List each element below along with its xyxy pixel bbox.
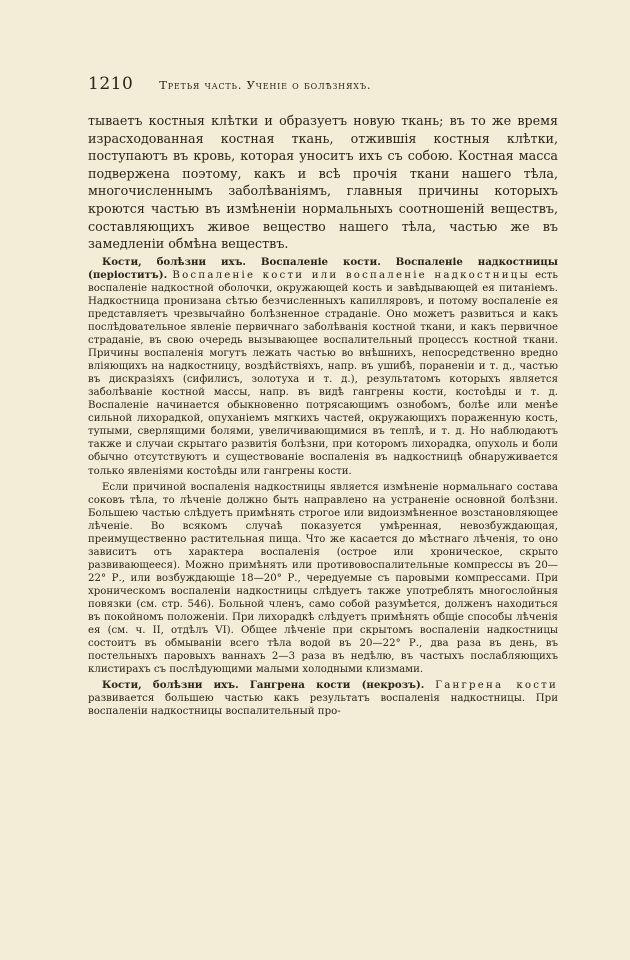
section-text: развивается большею частью какъ результатъ воспаленія надкостницы. При воспаленіи надкостницы воспалительный про- — [88, 693, 558, 718]
page-number: 1210 — [88, 74, 134, 94]
running-header — [88, 74, 558, 94]
running-title: Третья часть. Ученіе о болѣзняхъ. — [159, 78, 372, 92]
section-heading: Кости, болѣзни ихъ. Гангрена кости (некрозъ). — [102, 679, 425, 692]
section-text: есть воспаленіе надкостной оболочки, окружающей кость и завѣдывающей ея питаніемъ. Надкостница пронизана сѣтью безчисленныхъ капилляровъ, и потому воспаленіе ея представляетъ чрезвычайно болѣзненное страданіе. Оно можетъ развиться и какъ послѣдовательное явленіе первичнаго заболѣванія костной ткани, и какъ первичное страданіе, въ свою очередь вызывающее воспалительный процессъ костной ткани. Причины воспаленія могутъ лежать частью во внѣшнихъ, непосредственно вредно вліяющихъ на надкостницу, воздѣйствіяхъ, напр. въ ушибѣ, пораненіи и т. д., частью въ дискразіяхъ (сифилисъ, золотуха и т. д.), результатомъ которыхъ является заболѣваніе костной массы, напр. въ видѣ гангрены кости, костоѣды и т. д. Воспаленіе начинается обыкновенно потрясающимъ ознобомъ, болѣе или менѣе сильной лихорадкой, опуханіемъ мягкихъ частей, окружающихъ пораженную кость, тупыми, сверлящими болями, увеличивающимися въ теплѣ, и т. д. Но наблюдаютъ также и случаи скрытаго развитія болѣзни, при которомъ лихорадка, опухоль и боли обычно отсутствуютъ и существованіе воспаленія въ надкостницѣ обнаруживается только явленіями костоѣды или гангрены кости. — [88, 269, 558, 477]
section-necrosis — [88, 679, 558, 718]
section-periostitis — [88, 256, 558, 478]
book-page — [88, 74, 558, 718]
lead-paragraph: тываетъ костныя клѣтки и образуетъ новую ткань; въ то же время израсходованная костная ткань, отжившія костныя клѣтки, поступаютъ въ кровь, которая уноситъ ихъ съ собою. Костная масса подвержена поэтому, какъ и всѣ прочія ткани нашего тѣла, многочисленнымъ заболѣваніямъ, главныя причины которыхъ кроются частью въ измѣненіи нормальныхъ соотношеній веществъ, составляющихъ живое вещество нашего тѣла, частью же въ замедленіи обмѣна веществъ. — [88, 113, 558, 252]
treatment-paragraph: Если причиной воспаленія надкостницы является измѣненіе нормальнаго состава соковъ тѣла, то лѣченіе должно быть направлено на устраненіе основной болѣзни. Большею частью слѣдуетъ примѣнять строгое или видоизмѣненное возстановляющее лѣченіе. Во всякомъ случаѣ показуется умѣренная, невозбуждающая, преимущественно растительная пища. Что же касается до мѣстнаго лѣченія, то оно зависитъ отъ характера воспаленія (острое или хроническое, скрыто развивающееся). Можно примѣнять или противовоспалительные компрессы въ 20—22° Р., или возбуждающіе 18—20° Р., чередуемые съ паровыми компрессами. При хроническомъ воспаленіи надкостницы слѣдуетъ также употреблять многослойныя повязки (см. стр. 546). Больной членъ, само собой разумѣется, долженъ находиться въ покойномъ положеніи. При лихорадкѣ слѣдуетъ примѣнять общіе способы лѣченія ея (см. ч. II, отдѣлъ VI). Общее лѣченіе при скрытомъ воспаленіи надкостницы состоитъ въ обмываніи всего тѣла водой въ 20—22° Р., два раза въ день, въ постельныхъ паровыхъ ваннахъ 2—3 раза въ недѣлю, въ частыхъ послабляющихъ клистирахъ съ послѣдующими малыми холодными клизмами. — [88, 481, 558, 676]
spaced-term: Воспаленіе кости или воспаленіе надкостницы — [172, 269, 530, 281]
section-heading: Кости, болѣзни ихъ. Воспаленіе кости. Воспаленіе надкостницы (періоститъ). — [88, 255, 558, 281]
spaced-term: Гангрена кости — [435, 680, 558, 692]
